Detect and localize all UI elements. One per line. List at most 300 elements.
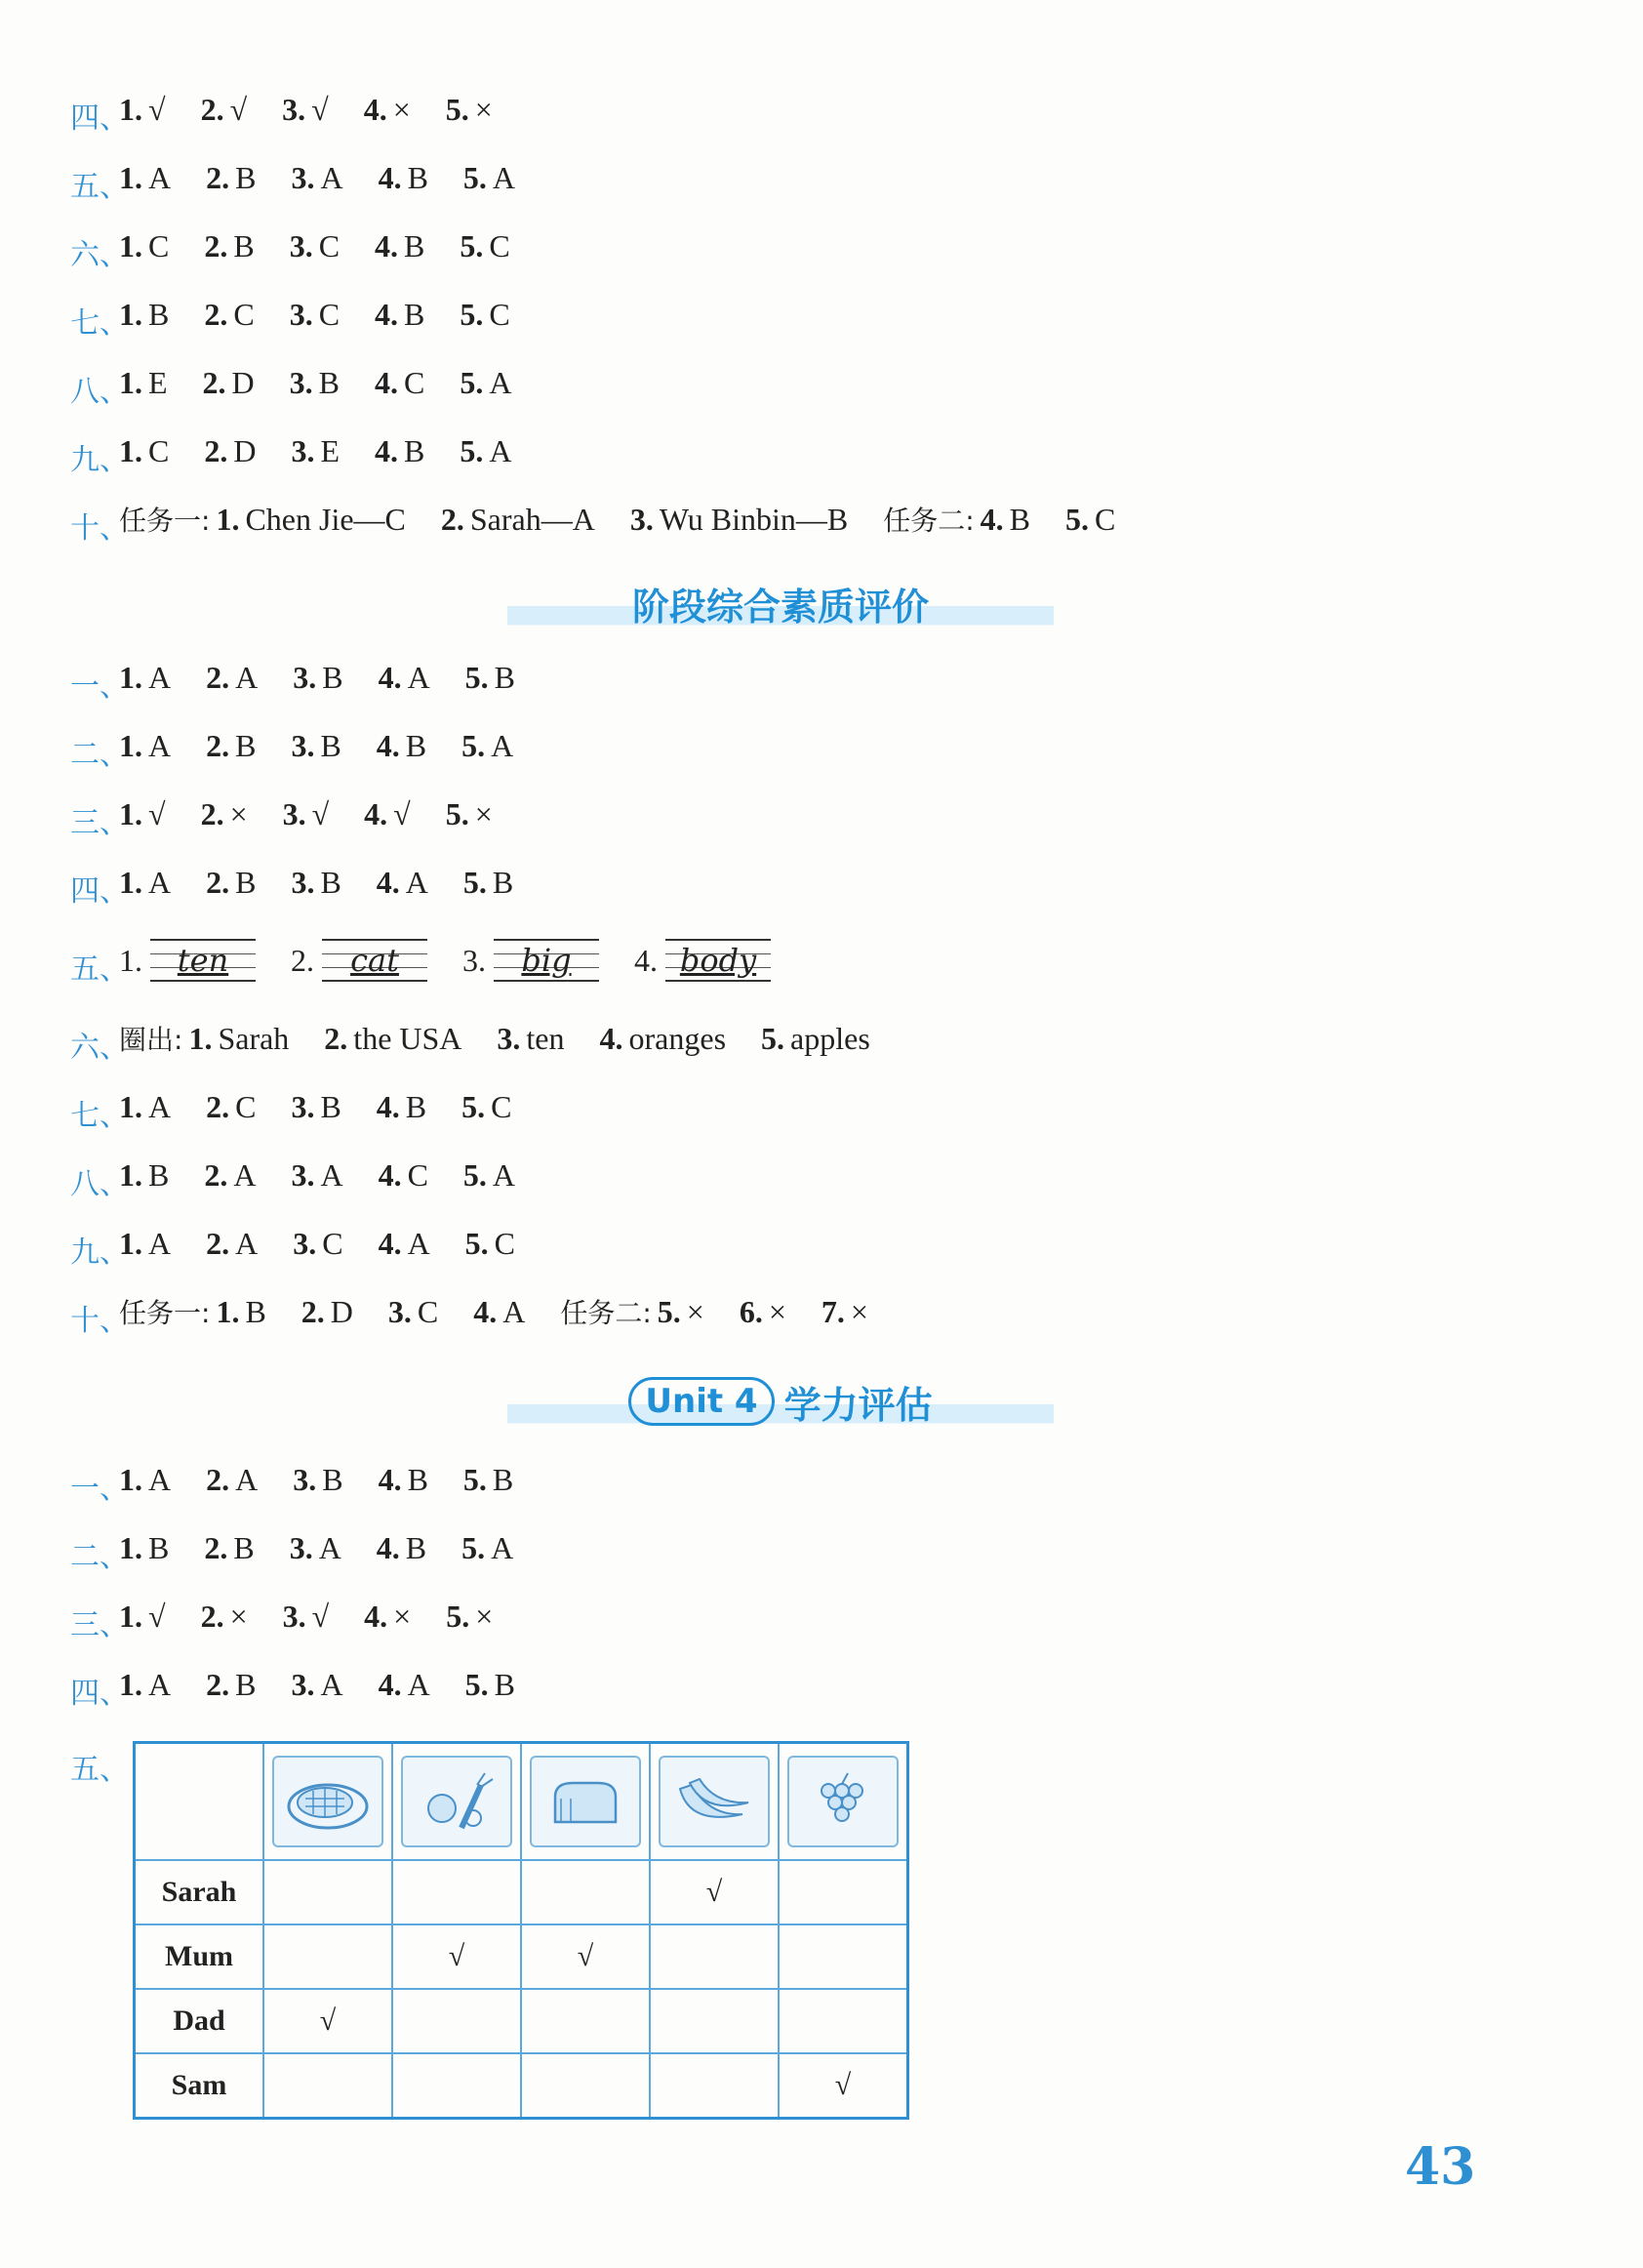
- item-answer: D: [330, 1293, 353, 1329]
- item-number: 5.: [461, 727, 486, 763]
- item-number: 3.: [291, 432, 315, 468]
- answer-item: [630, 502, 848, 538]
- item-number: 1.: [119, 1461, 142, 1497]
- item-answer: ×: [768, 1293, 786, 1329]
- table-cell: [263, 2053, 392, 2119]
- item-number: 4.: [378, 659, 402, 695]
- answer-item: [446, 92, 493, 128]
- answer-item: [460, 365, 511, 401]
- item-answer: A: [318, 1529, 341, 1565]
- item-answer: ×: [850, 1293, 868, 1329]
- answer-item: [203, 365, 255, 401]
- item-answer: B: [405, 727, 427, 763]
- item-number: 2.: [206, 864, 230, 900]
- answer-item: [293, 660, 342, 696]
- item-answer: B: [320, 864, 341, 900]
- item-number: 1.: [119, 296, 142, 332]
- table-row: [135, 2053, 908, 2119]
- answer-item: [473, 1294, 525, 1330]
- answer-item: [290, 228, 340, 264]
- bread-icon: [530, 1756, 641, 1847]
- answer-item: [379, 1157, 428, 1194]
- item-number: 5.: [445, 795, 469, 831]
- item-answer: B: [322, 659, 343, 695]
- grapes-icon: [787, 1756, 899, 1847]
- question-number: 七、: [70, 306, 129, 341]
- item-number: 2.: [206, 159, 230, 195]
- item-number: 2.: [204, 227, 228, 263]
- item-answer: B: [233, 227, 255, 263]
- item-number: 2.: [202, 364, 226, 400]
- question-number: 四、: [70, 874, 129, 909]
- handwritten-answer: cat: [350, 942, 399, 979]
- item-answer: ×: [393, 1598, 412, 1634]
- table-cell: [650, 1924, 779, 1989]
- question-number: 二、: [70, 738, 129, 772]
- item-number: 5.: [761, 1020, 785, 1056]
- item-answer: C: [148, 227, 170, 263]
- question-number: 八、: [70, 1167, 129, 1201]
- item-answer: B: [320, 1088, 341, 1124]
- answer-item: [761, 1021, 870, 1057]
- item-answer: apples: [790, 1020, 870, 1056]
- answer-row: [70, 1009, 905, 1068]
- item-number: 2.: [440, 501, 464, 537]
- answer-item: [201, 1599, 248, 1635]
- item-number: 3.: [289, 364, 313, 400]
- answer-item: [981, 502, 1030, 538]
- answer-item: [446, 1599, 493, 1635]
- food-preference-table: [133, 1741, 909, 2120]
- answer-item: [291, 1667, 342, 1703]
- item-number: 1.: [119, 1088, 142, 1124]
- answer-item: [206, 660, 258, 696]
- table-cell: [392, 1989, 521, 2053]
- answer-item: [364, 92, 411, 128]
- answer-item: [206, 1462, 258, 1498]
- item-answer: B: [235, 864, 257, 900]
- answer-item: [740, 1294, 786, 1330]
- item-answer: A: [491, 1529, 514, 1565]
- item-number: 4.: [376, 864, 400, 900]
- item-number: 3.: [291, 159, 315, 195]
- answer-item: [461, 1089, 511, 1125]
- item-number: 3.: [289, 296, 313, 332]
- answer-item: [465, 1667, 515, 1703]
- answer-item: [206, 865, 256, 901]
- item-number: 1.: [119, 1225, 142, 1261]
- question-number: 九、: [70, 443, 129, 477]
- table-row: [135, 1860, 908, 1924]
- item-answer: A: [492, 159, 516, 195]
- answer-item: [204, 1157, 256, 1194]
- item-answer: B: [405, 1529, 427, 1565]
- item-answer: A: [148, 659, 172, 695]
- item-answer: A: [407, 1225, 430, 1261]
- item-number: 5.: [460, 227, 484, 263]
- item-answer: ten: [526, 1020, 565, 1056]
- item-number: 5.: [445, 91, 469, 127]
- answer-item: [497, 1021, 564, 1057]
- answer-item: [460, 228, 509, 264]
- item-answer: √: [229, 91, 248, 127]
- table-cell: [521, 1860, 650, 1924]
- item-answer: C: [491, 1088, 512, 1124]
- item-number: 3.: [291, 1088, 315, 1124]
- answer-row: [70, 1519, 548, 1577]
- item-number: 5.: [462, 1461, 487, 1497]
- table-cell: [650, 1989, 779, 2053]
- question-number: 九、: [70, 1235, 129, 1270]
- answer-item: [446, 796, 493, 832]
- answer-item: [375, 365, 424, 401]
- handwriting-lines: [322, 935, 427, 986]
- answer-item: [461, 728, 513, 764]
- section-title-text: 阶段综合素质评价: [631, 585, 929, 628]
- item-answer: the USA: [353, 1020, 462, 1056]
- item-answer: C: [148, 432, 170, 468]
- answer-item: [822, 1294, 868, 1330]
- table-cell: [263, 1860, 392, 1924]
- item-number: 2.: [200, 795, 224, 831]
- person-name: Dad: [135, 1989, 264, 2053]
- item-number: 1.: [119, 727, 142, 763]
- question-number: 五、: [70, 170, 129, 204]
- answer-item: [377, 728, 426, 764]
- item-answer: √: [393, 795, 411, 831]
- table-header-row: [135, 1743, 908, 1861]
- item-number: 2.: [206, 727, 230, 763]
- item-answer: E: [320, 432, 340, 468]
- answer-item: [206, 728, 256, 764]
- item-answer: C: [489, 227, 510, 263]
- answer-row: [70, 285, 545, 344]
- question-number: 三、: [70, 1608, 129, 1642]
- item-answer: A: [407, 1666, 430, 1702]
- answer-row-tasks: [70, 1282, 903, 1341]
- answer-item: [204, 228, 254, 264]
- item-number: 4.: [376, 1088, 400, 1124]
- item-number: 4.: [599, 1020, 623, 1056]
- answer-row: [70, 785, 528, 843]
- answer-item: [460, 433, 511, 469]
- item-number: 4.: [378, 159, 402, 195]
- item-number: 2.: [206, 1225, 230, 1261]
- page-number: 43: [1405, 2137, 1476, 2197]
- answer-row: [70, 422, 546, 480]
- answer-item: [216, 1294, 265, 1330]
- answer-row: [70, 1655, 550, 1714]
- table-corner-cell: [135, 1743, 264, 1861]
- item-answer: A: [407, 659, 430, 695]
- item-answer: B: [235, 727, 257, 763]
- item-number: 4.: [375, 227, 399, 263]
- answer-row: [70, 1077, 546, 1136]
- answer-row: [70, 1450, 548, 1509]
- answer-item: [291, 433, 340, 469]
- answer-item: [364, 796, 411, 832]
- item-answer: A: [148, 864, 172, 900]
- item-number: 1.: [119, 864, 142, 900]
- item-answer: √: [148, 1598, 166, 1634]
- answer-item: [204, 1530, 254, 1566]
- person-name: Sam: [135, 2053, 264, 2119]
- item-number: 2.: [206, 1666, 230, 1702]
- item-number: 3.: [291, 1156, 315, 1193]
- question-number: 四、: [70, 1677, 129, 1711]
- item-answer: C: [489, 296, 510, 332]
- item-answer: B: [405, 1088, 427, 1124]
- item-answer: ×: [475, 1598, 494, 1634]
- item-answer: B: [320, 727, 341, 763]
- item-number: 2.: [206, 1088, 230, 1124]
- item-number: 7.: [821, 1293, 845, 1329]
- item-number: 5.: [462, 159, 487, 195]
- answer-row: [70, 1587, 528, 1645]
- item-answer: B: [235, 1666, 257, 1702]
- answer-item: [206, 160, 256, 196]
- item-number: 1.: [119, 795, 142, 831]
- item-answer: A: [148, 159, 172, 195]
- table-cell: √: [650, 1860, 779, 1924]
- task-label: 任务一:: [119, 505, 211, 537]
- answer-item: [600, 1021, 727, 1057]
- answer-item: [463, 865, 513, 901]
- answer-item: [201, 796, 248, 832]
- item-number: 3.: [289, 1529, 313, 1565]
- item-answer: C: [494, 1225, 516, 1261]
- answer-item: [377, 1530, 426, 1566]
- item-number: 4.: [378, 1156, 402, 1193]
- answer-item: [206, 1226, 258, 1262]
- question-number: 十、: [70, 1304, 129, 1338]
- answer-item: [283, 1599, 330, 1635]
- table-cell: √: [521, 1924, 650, 1989]
- table-cell: [779, 1989, 908, 2053]
- question-number: 五、: [70, 952, 129, 987]
- item-answer: B: [404, 432, 425, 468]
- item-answer: C: [417, 1293, 439, 1329]
- answer-item: [1065, 502, 1115, 538]
- item-answer: A: [148, 1225, 172, 1261]
- answer-row-writing: [70, 931, 806, 990]
- item-number: 2.: [291, 942, 314, 978]
- item-answer: B: [494, 659, 516, 695]
- answer-item: [377, 865, 428, 901]
- question-number: 五、: [70, 1753, 129, 1787]
- item-answer: D: [233, 432, 257, 468]
- item-answer: B: [1009, 501, 1031, 537]
- item-number: 5.: [657, 1293, 681, 1329]
- item-number: 4.: [375, 296, 399, 332]
- item-answer: A: [489, 432, 512, 468]
- answer-item: [379, 160, 428, 196]
- answer-item: [324, 1021, 461, 1057]
- item-answer: oranges: [628, 1020, 727, 1056]
- item-number: 4.: [473, 1293, 498, 1329]
- item-number: 2.: [200, 91, 224, 127]
- item-answer: C: [233, 296, 255, 332]
- answer-item: [388, 1294, 438, 1330]
- question-row-5-table: [70, 1731, 129, 1790]
- item-number: 4.: [375, 432, 398, 468]
- item-answer: B: [492, 1461, 514, 1497]
- answer-item: [291, 1157, 342, 1194]
- answer-item: [658, 1294, 704, 1330]
- answer-row: [70, 1146, 550, 1204]
- answer-item: [375, 228, 424, 264]
- question-number: 六、: [70, 1031, 129, 1065]
- item-answer: A: [492, 1156, 516, 1193]
- item-number: 5.: [462, 1156, 487, 1193]
- answer-item: [188, 1021, 289, 1057]
- item-number: 5.: [1065, 501, 1090, 537]
- answer-item: [441, 502, 595, 538]
- item-number: 3.: [387, 1293, 412, 1329]
- answer-item: [201, 92, 248, 128]
- item-answer: Wu Binbin—B: [659, 501, 849, 537]
- item-number: 1.: [119, 159, 142, 195]
- item-answer: D: [231, 364, 255, 400]
- item-number: 3.: [629, 501, 654, 537]
- table-row: [135, 1989, 908, 2053]
- item-answer: B: [407, 159, 428, 195]
- item-number: 5.: [460, 364, 484, 400]
- item-number: 1.: [119, 227, 142, 263]
- item-number: 3.: [282, 1598, 306, 1634]
- answer-item: [204, 433, 256, 469]
- item-number: 3.: [282, 91, 306, 127]
- person-name: Sarah: [135, 1860, 264, 1924]
- answer-item: [375, 297, 424, 333]
- item-number: 5.: [461, 1529, 486, 1565]
- answer-item: [379, 1226, 430, 1262]
- item-answer: B: [235, 159, 257, 195]
- answer-item: [377, 1089, 426, 1125]
- item-number: 1.: [119, 659, 142, 695]
- item-number: 4.: [378, 1225, 402, 1261]
- answer-item: [293, 1462, 342, 1498]
- item-answer: C: [404, 364, 425, 400]
- item-number: 1.: [119, 1598, 142, 1634]
- item-number: 5.: [446, 1598, 470, 1634]
- table-cell: [392, 2053, 521, 2119]
- item-answer: C: [1095, 501, 1116, 537]
- answer-row: [70, 353, 546, 412]
- handwritten-answer: ten: [177, 942, 229, 979]
- item-answer: C: [407, 1156, 428, 1193]
- item-answer: A: [320, 1666, 343, 1702]
- item-answer: ×: [474, 795, 493, 831]
- answer-row: [70, 80, 528, 139]
- item-answer: B: [148, 1156, 170, 1193]
- table-cell: [263, 1924, 392, 1989]
- item-answer: B: [492, 864, 514, 900]
- bananas-icon: [659, 1756, 770, 1847]
- item-number: 3.: [462, 942, 486, 978]
- item-number: 2.: [204, 1529, 228, 1565]
- item-answer: B: [494, 1666, 516, 1702]
- question-number: 七、: [70, 1099, 129, 1133]
- answer-item: [291, 1089, 341, 1125]
- item-answer: B: [233, 1529, 255, 1565]
- item-answer: √: [148, 795, 166, 831]
- answer-item: [282, 92, 329, 128]
- item-number: 4.: [376, 727, 400, 763]
- item-answer: ×: [686, 1293, 704, 1329]
- item-answer: B: [404, 227, 425, 263]
- answer-item: [379, 660, 430, 696]
- item-number: 5.: [464, 1225, 489, 1261]
- question-number: 一、: [70, 1472, 129, 1506]
- item-number: 1.: [119, 1529, 142, 1565]
- handwritten-answer: big: [521, 942, 572, 979]
- item-number: 3.: [291, 1666, 315, 1702]
- item-answer: √: [311, 91, 329, 127]
- answer-item: [291, 160, 342, 196]
- table-cell: √: [263, 1989, 392, 2053]
- item-number: 3.: [289, 227, 313, 263]
- item-number: 2.: [206, 659, 230, 695]
- answer-item: [206, 1089, 256, 1125]
- question-number: 八、: [70, 375, 129, 409]
- item-number: 3.: [291, 727, 315, 763]
- question-number: 二、: [70, 1540, 129, 1574]
- item-number: 2.: [324, 1020, 348, 1056]
- row-label: 圈出:: [119, 1024, 183, 1056]
- unit-badge: Unit 4: [628, 1377, 774, 1426]
- item-number: 1.: [119, 432, 142, 468]
- item-answer: ×: [474, 91, 493, 127]
- item-number: 5.: [460, 432, 484, 468]
- item-answer: B: [318, 364, 340, 400]
- item-answer: E: [148, 364, 168, 400]
- item-number: 6.: [739, 1293, 763, 1329]
- question-number: 一、: [70, 669, 129, 704]
- item-number: 1.: [119, 91, 142, 127]
- question-number: 三、: [70, 806, 129, 840]
- item-answer: A: [235, 659, 259, 695]
- task-label: 任务二:: [883, 505, 975, 537]
- item-answer: B: [404, 296, 425, 332]
- answer-item: [291, 865, 341, 901]
- item-number: 3.: [293, 1225, 317, 1261]
- item-answer: ×: [229, 795, 248, 831]
- item-number: 4.: [363, 91, 387, 127]
- answer-row: [70, 648, 550, 707]
- item-answer: C: [318, 296, 341, 332]
- answer-item: [290, 365, 340, 401]
- item-number: 1.: [216, 501, 240, 537]
- table-cell: [779, 1924, 908, 1989]
- item-number: 1.: [119, 1156, 142, 1193]
- answer-item: [379, 1667, 430, 1703]
- item-answer: C: [235, 1088, 257, 1124]
- vegetables-icon: [401, 1756, 512, 1847]
- answer-item: [463, 1462, 513, 1498]
- handwriting-lines: [665, 935, 771, 986]
- handwriting-lines: [150, 935, 256, 986]
- item-number: 4.: [376, 1529, 400, 1565]
- item-answer: A: [235, 1461, 259, 1497]
- answer-row: [70, 716, 548, 775]
- item-number: 3.: [282, 795, 306, 831]
- answer-item: [463, 1157, 515, 1194]
- section-title-text: 学力评估: [783, 1383, 933, 1427]
- item-answer: √: [148, 91, 166, 127]
- item-number: 2.: [206, 1461, 230, 1497]
- item-answer: A: [320, 159, 343, 195]
